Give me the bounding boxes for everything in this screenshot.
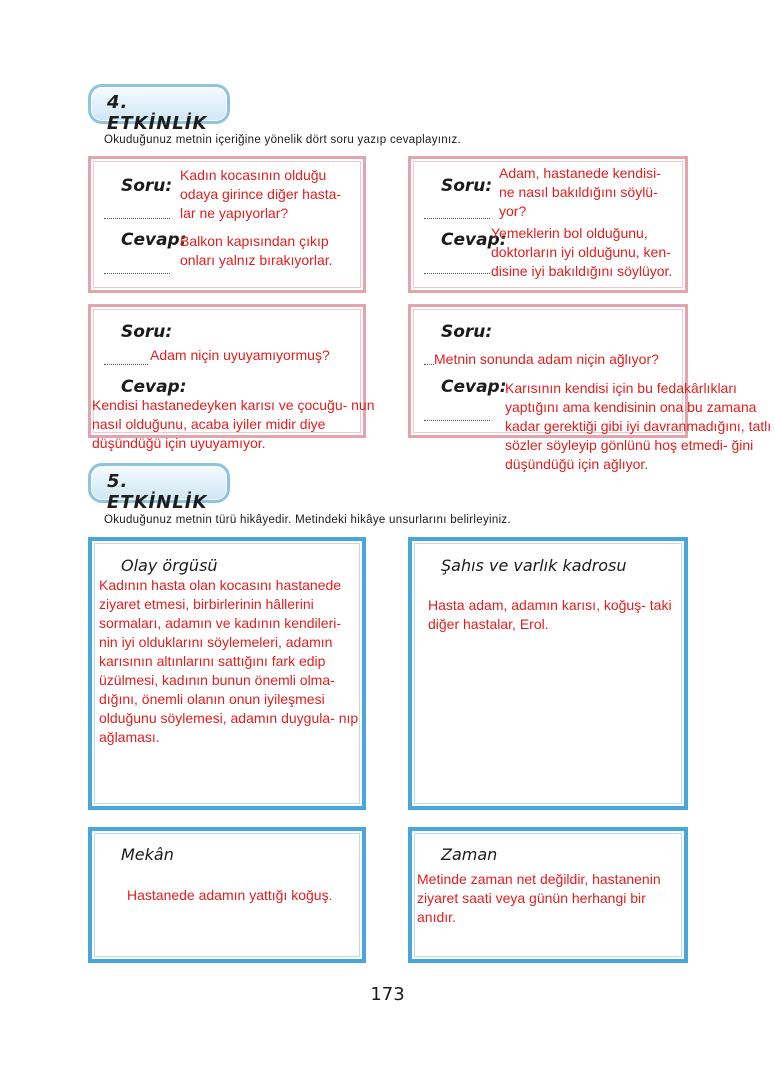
characters-answer: Hasta adam, adamın karısı, koğuş- taki diğer hastalar, Erol. xyxy=(428,597,672,632)
dotted-line xyxy=(424,273,490,274)
activity4-title: 4. ETKİNLİK xyxy=(107,92,208,134)
question-2-text: Adam, hastanede kendisi- ne nasıl bakıldığını söylü- yor? xyxy=(499,165,661,219)
dotted-line xyxy=(424,218,490,219)
characters-box xyxy=(408,537,688,810)
activity5-title: 5. ETKİNLİK xyxy=(107,471,208,513)
characters-label: Şahıs ve varlık kadrosu xyxy=(441,556,627,575)
soru-label-2: Soru: xyxy=(441,176,493,196)
cevap-label-2: Cevap: xyxy=(441,230,507,250)
soru-label-4: Soru: xyxy=(441,322,493,342)
cevap-label-1: Cevap: xyxy=(121,230,187,250)
question-1-text: Kadın kocasının olduğu odaya girince diğer hasta- lar ne yapıyorlar? xyxy=(180,167,342,221)
answer-1-text: Balkon kapısından çıkıp onları yalnız bırakıyorlar. xyxy=(180,233,333,268)
activity4-banner xyxy=(88,84,230,134)
answer-3-text: Kendisi hastanedeyken karısı ve çocuğu- nun nasıl olduğunu, acaba iyiler midir diye düşündüğü için uyuyamıyor. xyxy=(92,397,375,451)
dotted-line xyxy=(424,364,434,365)
activity5-instruction: Okuduğunuz metnin türü hikâyedir. Metindeki hikâye unsurlarını belirleyiniz. xyxy=(104,514,511,526)
dotted-line xyxy=(104,273,170,274)
answer-2-text: Yemeklerin bol olduğunu, doktorların iyi olduğunu, ken- disine iyi bakıldığını söylüyor. xyxy=(491,225,673,279)
time-answer: Metinde zaman net değildir, hastanenin ziyaret saati veya günün herhangi bir anıdır. xyxy=(417,871,661,925)
dotted-line xyxy=(104,218,170,219)
question-4-text: Metnin sonunda adam niçin ağlıyor? xyxy=(434,351,659,367)
soru-label-3: Soru: xyxy=(121,322,173,342)
answer-4-text: Karısının kendisi için bu fedakârlıkları yaptığını ama kendisinin ona bu zamana kadar gerektiği gibi iyi davranmadığını, tatlı sözler söyleyip gönlünü hoş etmedi- ğini düşündüğü için ağlıyor. xyxy=(505,380,772,472)
page-number: 173 xyxy=(370,984,405,1005)
cevap-label-4: Cevap: xyxy=(441,377,507,397)
question-3-text: Adam niçin uyuyamıyormuş? xyxy=(150,347,330,363)
setting-answer: Hastanede adamın yattığı koğuş. xyxy=(127,887,333,903)
setting-label: Mekân xyxy=(121,845,174,864)
cevap-label-3: Cevap: xyxy=(121,377,187,397)
dotted-line xyxy=(104,364,148,365)
plot-answer: Kadının hasta olan kocasını hastanede ziyaret etmesi, birbirlerinin hâllerini sormaları, adamın ve kadının kendileri- nin iyi olduklarını söylemeleri, adamın karısının altınlarını sattığını fark edip üzülmesi, kadının bunun önemli olma- dığını, önemli olanın onun iyileşmesi olduğunu söylemesi, adamın duygula- nıp ağlaması. xyxy=(99,577,359,745)
activity4-instruction: Okuduğunuz metnin içeriğine yönelik dört soru yazıp cevaplayınız. xyxy=(104,134,462,146)
soru-label-1: Soru: xyxy=(121,176,173,196)
plot-label: Olay örgüsü xyxy=(121,556,218,575)
time-label: Zaman xyxy=(441,845,498,864)
activity5-banner xyxy=(88,463,230,513)
dotted-line xyxy=(424,420,490,421)
